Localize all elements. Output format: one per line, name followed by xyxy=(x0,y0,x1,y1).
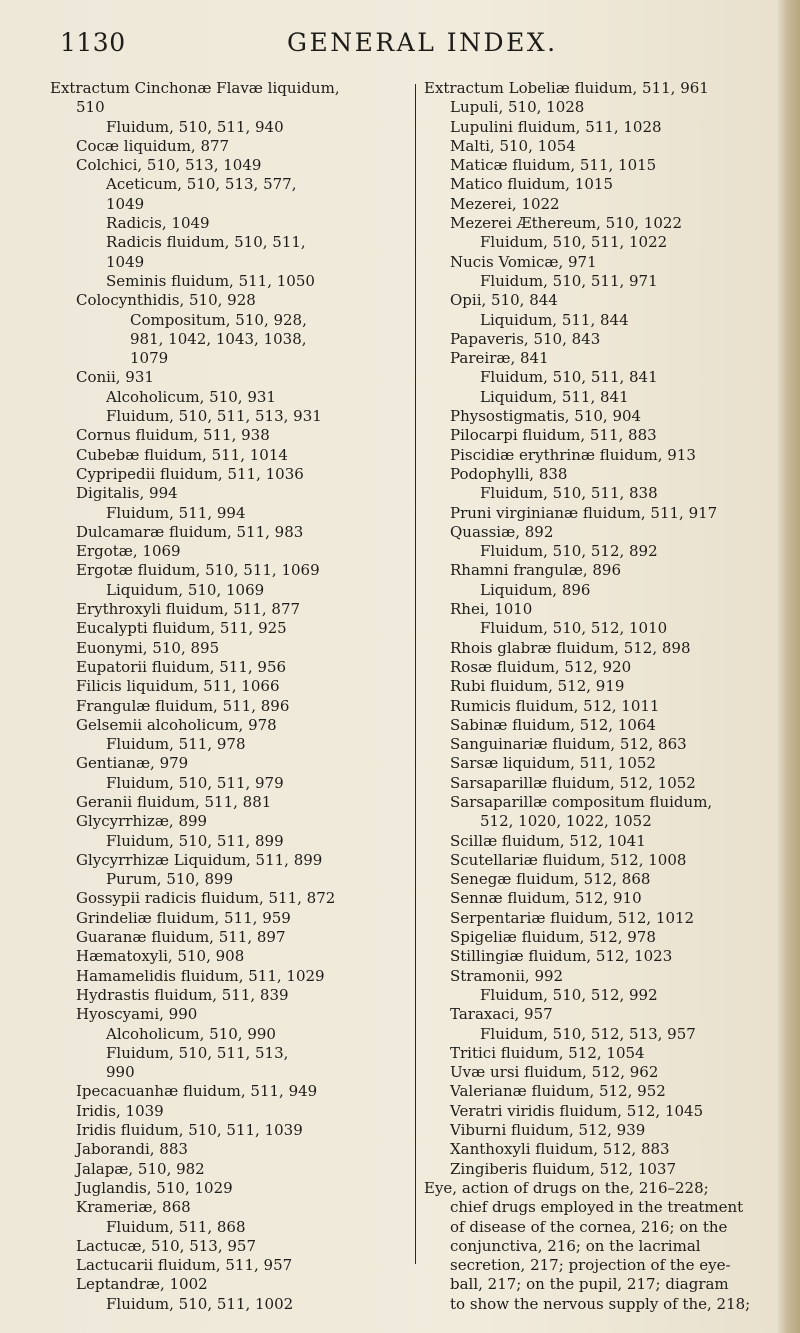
index-entry: Fluidum, 510, 511, 940 xyxy=(106,117,284,136)
index-entry: Liquidum, 511, 841 xyxy=(480,387,629,406)
index-entry: Pruni virginianæ fluidum, 511, 917 xyxy=(450,503,718,522)
index-entry: Cornus fluidum, 511, 938 xyxy=(76,426,270,445)
index-entry: Conii, 931 xyxy=(76,368,154,387)
index-entry: Papaveris, 510, 843 xyxy=(450,329,601,348)
index-entry: Taraxaci, 957 xyxy=(450,1005,553,1024)
index-entry: Xanthoxyli fluidum, 512, 883 xyxy=(450,1140,670,1159)
index-entry: Valerianæ fluidum, 512, 952 xyxy=(450,1082,666,1101)
index-entry: Extractum Lobeliæ fluidum, 511, 961 xyxy=(424,79,709,97)
index-entry: conjunctiva, 216; on the lacrimal xyxy=(450,1236,701,1255)
index-entry: Hydrastis fluidum, 511, 839 xyxy=(76,985,289,1004)
index-column-right xyxy=(424,79,772,1314)
index-entry: Glycyrrhizæ, 899 xyxy=(76,812,208,831)
index-entry: 1049 xyxy=(106,252,145,271)
index-entry: Sabinæ fluidum, 512, 1064 xyxy=(450,715,656,734)
index-entry: Fluidum, 510, 511, 838 xyxy=(480,484,658,503)
index-entry: 510 xyxy=(76,98,105,117)
index-column-left xyxy=(50,79,405,1314)
index-entry: Sanguinariæ fluidum, 512, 863 xyxy=(450,735,687,754)
index-entry: Sarsæ liquidum, 511, 1052 xyxy=(450,754,656,773)
index-entry: Ergotæ, 1069 xyxy=(76,542,181,561)
index-entry: Aceticum, 510, 513, 577, xyxy=(106,175,297,194)
index-entry: Opii, 510, 844 xyxy=(450,291,558,310)
index-entry: Sennæ fluidum, 512, 910 xyxy=(450,889,642,908)
index-entry: Cypripedii fluidum, 511, 1036 xyxy=(76,464,304,483)
index-entry: 981, 1042, 1043, 1038, xyxy=(130,329,307,348)
index-entry: Lactucæ, 510, 513, 957 xyxy=(76,1236,256,1255)
index-entry: Fluidum, 510, 511, 841 xyxy=(480,368,658,387)
index-entry: Malti, 510, 1054 xyxy=(450,136,576,155)
index-entry: Piscidiæ erythrinæ fluidum, 913 xyxy=(450,445,696,464)
index-entry: Gentianæ, 979 xyxy=(76,754,189,773)
index-entry: Juglandis, 510, 1029 xyxy=(76,1178,233,1197)
index-entry: Tritici fluidum, 512, 1054 xyxy=(450,1043,645,1062)
index-entry: Fluidum, 511, 978 xyxy=(106,735,246,754)
index-entry: Frangulæ fluidum, 511, 896 xyxy=(76,696,290,715)
index-entry: Radicis, 1049 xyxy=(106,214,210,233)
index-entry: Sarsaparillæ fluidum, 512, 1052 xyxy=(450,773,696,792)
index-entry: Uvæ ursi fluidum, 512, 962 xyxy=(450,1063,659,1082)
page-number: 1130 xyxy=(60,28,126,57)
index-entry: Serpentariæ fluidum, 512, 1012 xyxy=(450,908,695,927)
index-entry: Veratri viridis fluidum, 512, 1045 xyxy=(450,1101,704,1120)
index-entry: Eye, action of drugs on the, 216–228; xyxy=(424,1178,709,1197)
index-entry: Seminis fluidum, 511, 1050 xyxy=(106,271,315,290)
index-entry: Dulcamaræ fluidum, 511, 983 xyxy=(76,522,304,541)
index-entry: Euonymi, 510, 895 xyxy=(76,638,220,657)
index-entry: Digitalis, 994 xyxy=(76,484,178,503)
index-entry: Matico fluidum, 1015 xyxy=(450,175,613,194)
index-entry: Stillingiæ fluidum, 512, 1023 xyxy=(450,947,673,966)
index-entry: ball, 217; on the pupil, 217; diagram xyxy=(450,1275,729,1294)
index-entry: Leptandræ, 1002 xyxy=(76,1275,208,1294)
index-entry: Eucalypti fluidum, 511, 925 xyxy=(76,619,287,638)
index-entry: Fluidum, 510, 512, 892 xyxy=(480,542,658,561)
index-entry: Colocynthidis, 510, 928 xyxy=(76,291,256,310)
column-divider xyxy=(415,84,416,1264)
index-entry: Eupatorii fluidum, 511, 956 xyxy=(76,657,287,676)
index-entry: 990 xyxy=(106,1063,135,1082)
index-entry: 512, 1020, 1022, 1052 xyxy=(480,812,652,831)
index-entry: 1049 xyxy=(106,194,145,213)
index-entry: Rumicis fluidum, 512, 1011 xyxy=(450,696,660,715)
index-entry: Alcoholicum, 510, 990 xyxy=(106,1024,276,1043)
index-entry: Compositum, 510, 928, xyxy=(130,310,307,329)
index-entry: Guaranæ fluidum, 511, 897 xyxy=(76,928,286,947)
index-entry: Fluidum, 510, 511, 899 xyxy=(106,831,284,850)
index-entry: Ipecacuanhæ fluidum, 511, 949 xyxy=(76,1082,318,1101)
index-entry: Erythroxyli fluidum, 511, 877 xyxy=(76,600,301,619)
index-entry: 1079 xyxy=(130,349,169,368)
index-entry: Sarsaparillæ compositum fluidum, xyxy=(450,792,713,811)
index-entry: Mezerei Æthereum, 510, 1022 xyxy=(450,214,683,233)
index-entry: Cubebæ fluidum, 511, 1014 xyxy=(76,445,288,464)
index-entry: Cocæ liquidum, 877 xyxy=(76,136,230,155)
index-entry: Geranii fluidum, 511, 881 xyxy=(76,792,272,811)
index-entry: Krameriæ, 868 xyxy=(76,1198,191,1217)
index-entry: Fluidum, 510, 511, 971 xyxy=(480,271,658,290)
index-entry: Liquidum, 510, 1069 xyxy=(106,580,265,599)
index-entry: Scillæ fluidum, 512, 1041 xyxy=(450,831,646,850)
index-entry: Fluidum, 510, 512, 992 xyxy=(480,985,658,1004)
index-entry: Hamamelidis fluidum, 511, 1029 xyxy=(76,966,325,985)
index-entry: Grindeliæ fluidum, 511, 959 xyxy=(76,908,291,927)
index-entry: Filicis liquidum, 511, 1066 xyxy=(76,677,280,696)
index-entry: Zingiberis fluidum, 512, 1037 xyxy=(450,1159,677,1178)
index-entry: Stramonii, 992 xyxy=(450,966,564,985)
index-entry: Fluidum, 511, 868 xyxy=(106,1217,246,1236)
index-entry: Iridis fluidum, 510, 511, 1039 xyxy=(76,1121,303,1140)
page-header xyxy=(60,28,750,68)
index-entry: Ergotæ fluidum, 510, 511, 1069 xyxy=(76,561,320,580)
index-entry: Liquidum, 511, 844 xyxy=(480,310,629,329)
index-entry: Hyoscyami, 990 xyxy=(76,1005,198,1024)
index-entry: Rhamni frangulæ, 896 xyxy=(450,561,621,580)
index-entry: Pareiræ, 841 xyxy=(450,349,549,368)
index-entry: Lupuli, 510, 1028 xyxy=(450,98,585,117)
index-entry: Fluidum, 510, 511, 1022 xyxy=(480,233,668,252)
index-entry: Fluidum, 510, 511, 513, 931 xyxy=(106,407,322,426)
index-entry: Fluidum, 511, 994 xyxy=(106,503,246,522)
index-entry: Scutellariæ fluidum, 512, 1008 xyxy=(450,850,687,869)
index-entry: Fluidum, 510, 511, 1002 xyxy=(106,1294,294,1313)
index-entry: Jaborandi, 883 xyxy=(76,1140,188,1159)
index-entry: Radicis fluidum, 510, 511, xyxy=(106,233,306,252)
index-entry: Viburni fluidum, 512, 939 xyxy=(450,1121,646,1140)
index-entry: Mezerei, 1022 xyxy=(450,194,560,213)
index-entry: Rubi fluidum, 512, 919 xyxy=(450,677,625,696)
index-entry: Glycyrrhizæ Liquidum, 511, 899 xyxy=(76,850,323,869)
index-entry: Quassiæ, 892 xyxy=(450,522,554,541)
index-entry: Spigeliæ fluidum, 512, 978 xyxy=(450,928,656,947)
page-edge xyxy=(778,0,800,1333)
index-entry: Purum, 510, 899 xyxy=(106,870,234,889)
index-entry: Podophylli, 838 xyxy=(450,464,568,483)
index-entry: Senegæ fluidum, 512, 868 xyxy=(450,870,651,889)
index-entry: Lupulini fluidum, 511, 1028 xyxy=(450,117,662,136)
index-entry: Hæmatoxyli, 510, 908 xyxy=(76,947,245,966)
index-entry: Gossypii radicis fluidum, 511, 872 xyxy=(76,889,336,908)
index-entry: Fluidum, 510, 511, 979 xyxy=(106,773,284,792)
index-entry: Gelsemii alcoholicum, 978 xyxy=(76,715,277,734)
index-entry: Jalapæ, 510, 982 xyxy=(76,1159,205,1178)
index-entry: Fluidum, 510, 512, 513, 957 xyxy=(480,1024,696,1043)
index-entry: Fluidum, 510, 511, 513, xyxy=(106,1043,289,1062)
index-entry: Alcoholicum, 510, 931 xyxy=(106,387,276,406)
index-entry: Lactucarii fluidum, 511, 957 xyxy=(76,1256,293,1275)
index-entry: Iridis, 1039 xyxy=(76,1101,164,1120)
index-entry: to show the nervous supply of the, 218; xyxy=(450,1294,751,1313)
index-entry: secretion, 217; projection of the eye- xyxy=(450,1256,731,1275)
index-entry: chief drugs employed in the treatment xyxy=(450,1198,744,1217)
index-entry: Rhei, 1010 xyxy=(450,600,533,619)
index-entry: Maticæ fluidum, 511, 1015 xyxy=(450,156,657,175)
index-entry: Liquidum, 896 xyxy=(480,580,591,599)
index-entry: Colchici, 510, 513, 1049 xyxy=(76,156,262,175)
index-entry: Fluidum, 510, 512, 1010 xyxy=(480,619,668,638)
index-entry: Physostigmatis, 510, 904 xyxy=(450,407,642,426)
index-entry: Rhois glabræ fluidum, 512, 898 xyxy=(450,638,691,657)
index-entry: Pilocarpi fluidum, 511, 883 xyxy=(450,426,657,445)
running-head: GENERAL INDEX. xyxy=(287,28,558,57)
index-entry: Nucis Vomicæ, 971 xyxy=(450,252,597,271)
index-entry: Rosæ fluidum, 512, 920 xyxy=(450,657,632,676)
index-entry: Extractum Cinchonæ Flavæ liquidum, xyxy=(50,79,340,97)
index-entry: of disease of the cornea, 216; on the xyxy=(450,1217,728,1236)
